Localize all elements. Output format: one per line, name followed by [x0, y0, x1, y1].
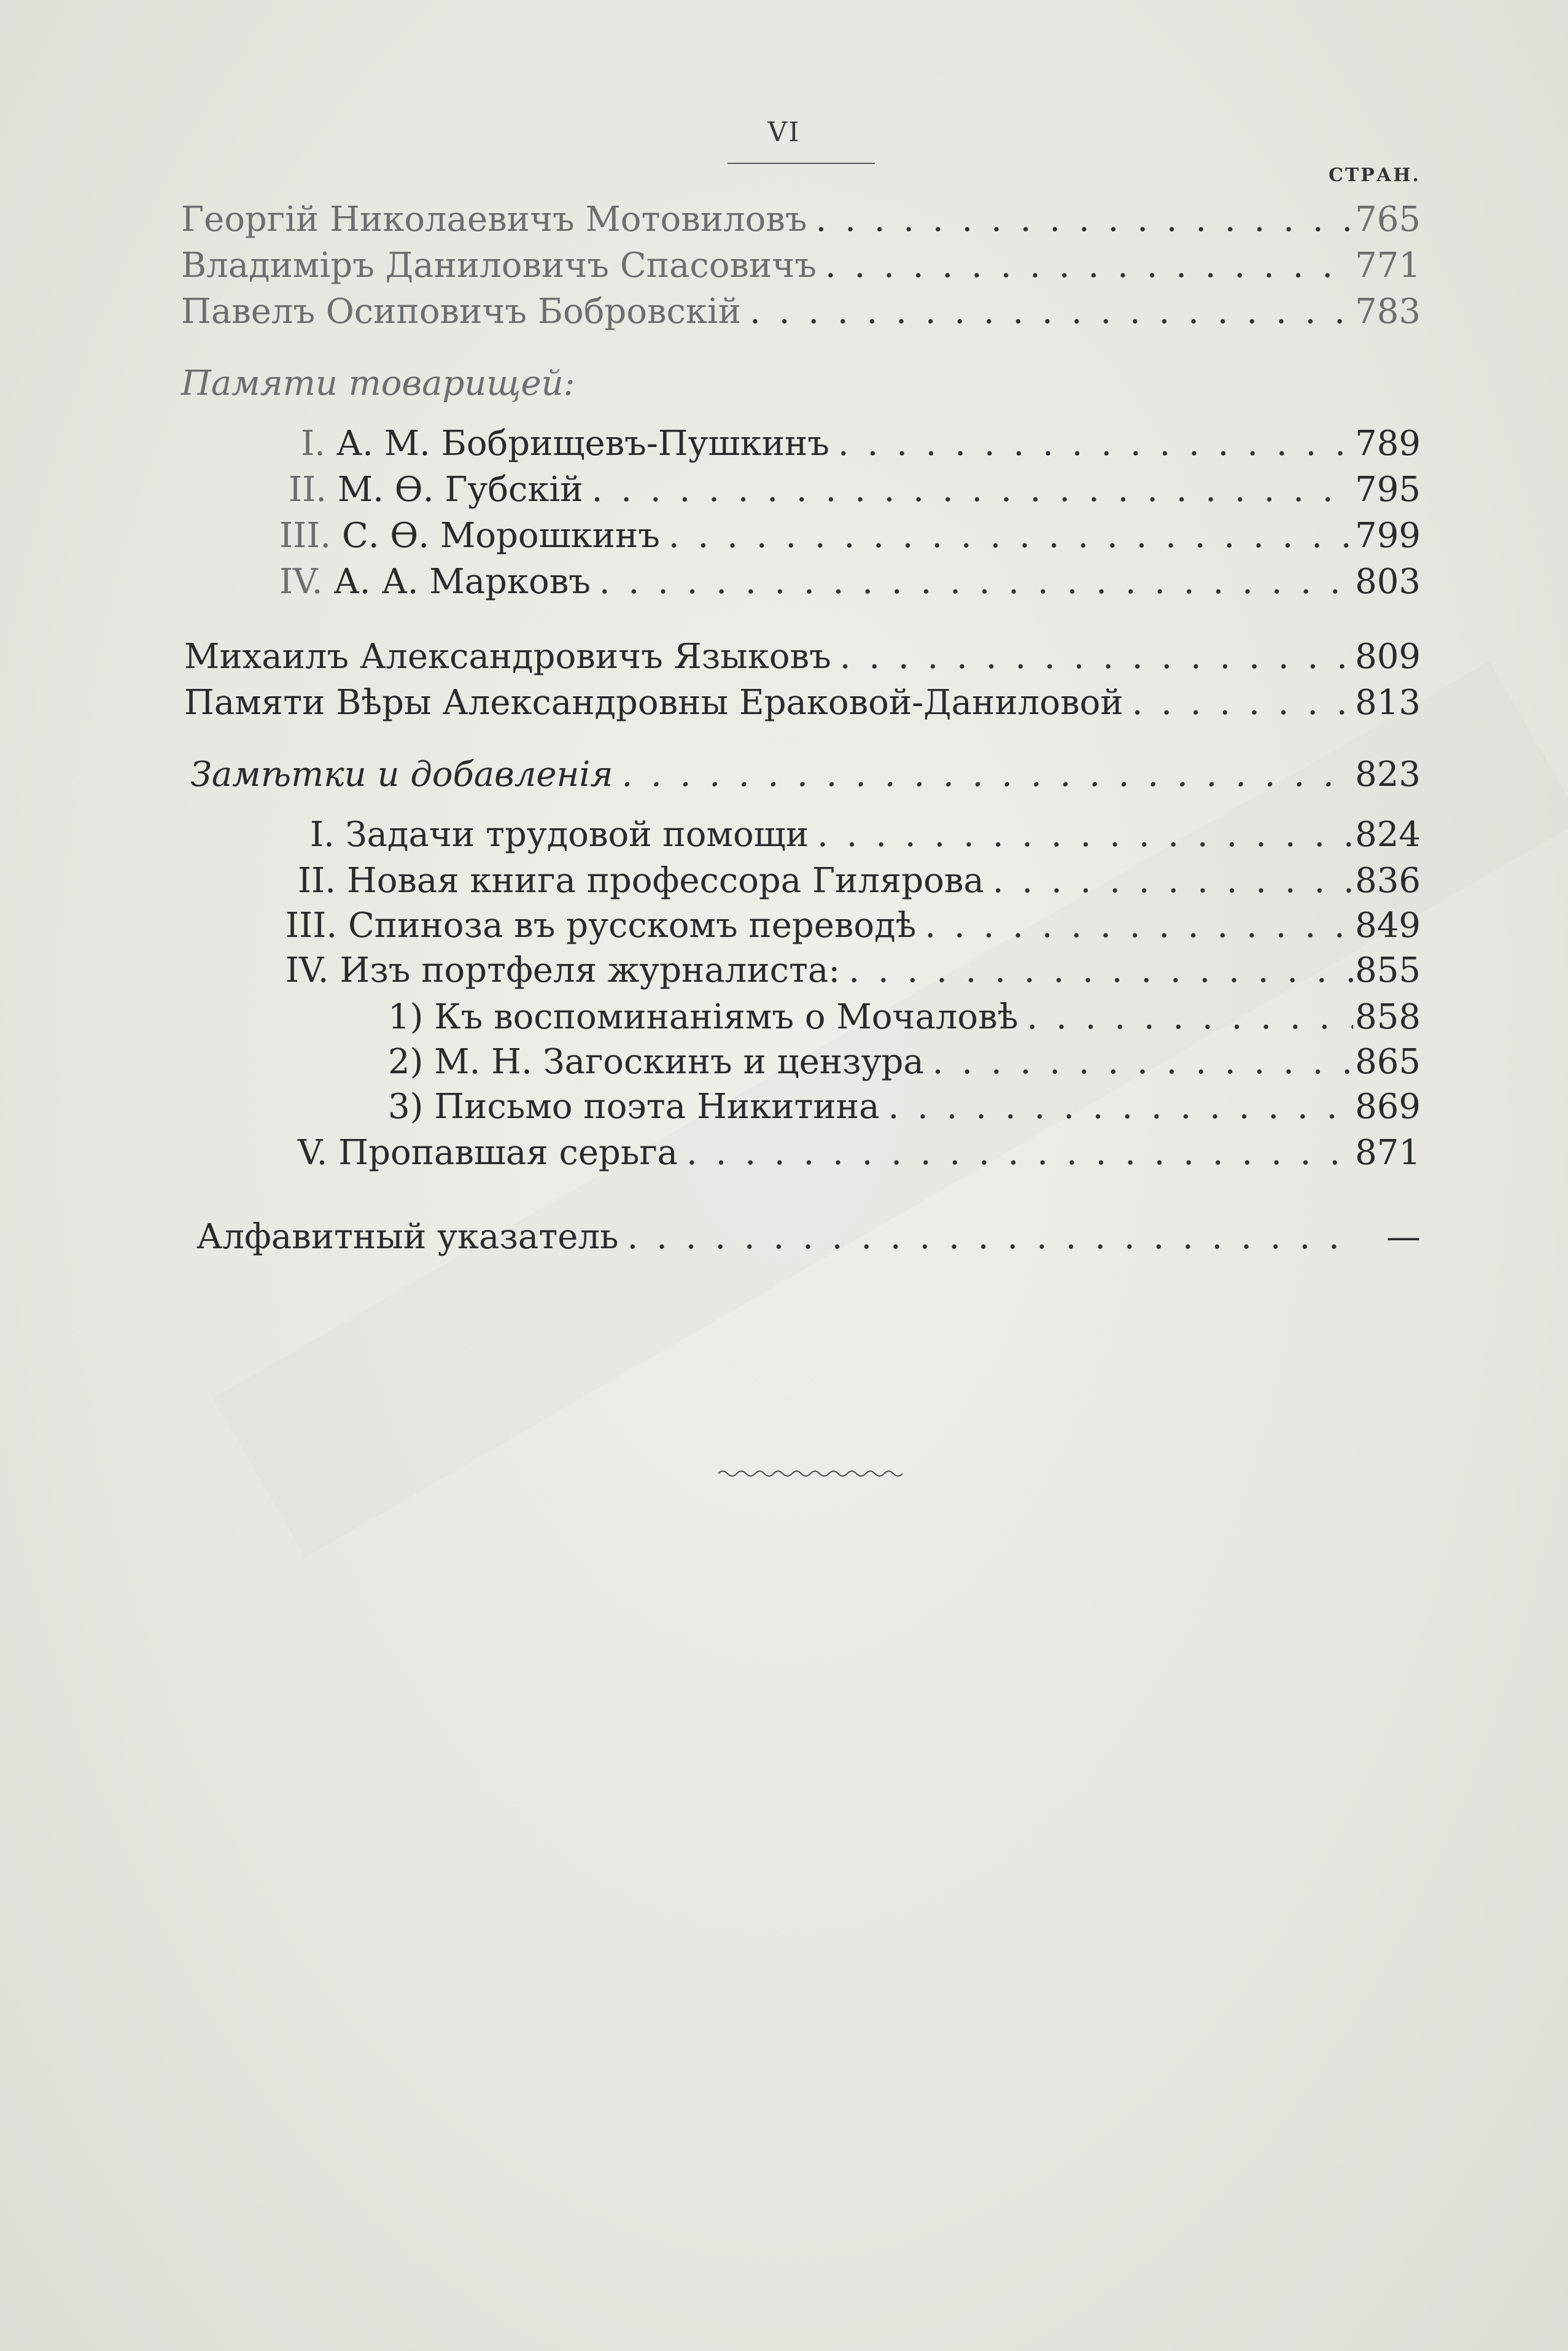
entry-page: 849	[1355, 906, 1421, 946]
entry-title: Георгій Николаевичъ Мотовиловъ	[181, 200, 807, 239]
toc-entry[interactable]	[196, 1213, 1421, 1262]
entry-title: М. Н. Загоскинъ и цензура	[434, 1042, 924, 1082]
entry-page: —	[1386, 1217, 1421, 1257]
entry-title: А. А. Марковъ	[333, 562, 591, 602]
dot-leader	[809, 810, 1353, 860]
dot-leader	[613, 750, 1353, 799]
entry-page: 771	[1355, 246, 1421, 286]
memorial-heading: Памяти товарищей:	[181, 363, 575, 403]
entry-page: 871	[1355, 1133, 1421, 1173]
entry-title: Михаилъ Александровичъ Языковъ	[184, 637, 831, 677]
entry-numeral: 1)	[388, 997, 424, 1037]
toc-entry[interactable]	[388, 993, 1421, 1042]
entry-title: Изъ портфеля журналиста:	[340, 950, 840, 990]
dot-leader	[1018, 993, 1353, 1042]
entry-title: Владиміръ Даниловичъ Спасовичъ	[181, 246, 817, 286]
toc-entry[interactable]	[181, 241, 1421, 290]
entry-page: 789	[1355, 424, 1421, 464]
entry-title: М. Ѳ. Губскій	[337, 470, 583, 510]
toc-entry[interactable]	[184, 678, 1421, 728]
entry-title: А. М. Бобрищевъ-Пушкинъ	[336, 424, 829, 464]
toc-entry[interactable]	[301, 419, 1421, 468]
entry-numeral: I.	[310, 815, 335, 855]
section-heading	[181, 359, 1421, 408]
entry-numeral: IV.	[285, 950, 329, 990]
toc-entry[interactable]	[298, 1129, 1421, 1178]
dot-leader	[840, 946, 1353, 995]
entry-numeral: I.	[301, 424, 325, 464]
entry-numeral: V.	[298, 1133, 328, 1173]
entry-title: Письмо поэта Никитина	[434, 1087, 880, 1127]
entry-numeral: II.	[289, 470, 327, 510]
dot-leader	[741, 287, 1353, 336]
entry-page: 783	[1355, 292, 1421, 332]
dot-leader	[879, 1082, 1353, 1132]
entry-page: 765	[1355, 200, 1421, 239]
entry-page: 824	[1355, 815, 1421, 855]
entry-numeral: IV.	[279, 562, 323, 602]
entry-page: 795	[1355, 470, 1421, 510]
toc-entry[interactable]	[279, 511, 1421, 561]
dot-leader	[984, 857, 1353, 906]
entry-numeral: 2)	[388, 1042, 424, 1082]
toc-entry[interactable]	[310, 810, 1421, 860]
toc-entry[interactable]	[388, 1038, 1421, 1087]
dot-leader	[619, 1213, 1353, 1262]
dot-leader	[916, 901, 1353, 950]
toc-entry[interactable]	[279, 558, 1421, 607]
ornament-divider	[718, 1467, 902, 1480]
dot-leader	[924, 1038, 1353, 1087]
toc-entry[interactable]	[285, 946, 1421, 995]
entry-page: 803	[1355, 562, 1421, 602]
ornament-wave	[718, 1471, 902, 1476]
toc-entry[interactable]	[285, 901, 1421, 950]
entry-page: 865	[1355, 1042, 1421, 1082]
dot-leader	[591, 558, 1353, 607]
entry-title: Спиноза въ русскомъ переводѣ	[347, 906, 917, 946]
dot-leader	[583, 465, 1353, 515]
header-rule	[728, 163, 875, 164]
entry-title: Алфавитный указатель	[196, 1217, 619, 1257]
toc-entry[interactable]	[190, 750, 1421, 799]
entry-numeral: III.	[285, 906, 338, 946]
dot-leader	[831, 632, 1353, 682]
entry-numeral: 3)	[388, 1087, 424, 1127]
dot-leader	[807, 195, 1353, 244]
dot-leader	[1124, 678, 1353, 728]
entry-title: Памяти Вѣры Александровны Ераковой-Даниловой	[184, 683, 1124, 723]
entry-page: 855	[1355, 950, 1421, 990]
toc-entry[interactable]	[184, 632, 1421, 682]
entry-title: Пропавшая серьга	[338, 1133, 678, 1173]
page-column-header: СТРАН.	[1329, 165, 1421, 186]
entry-numeral: III.	[279, 516, 332, 556]
entry-page: 836	[1355, 861, 1421, 901]
entry-page: 869	[1355, 1087, 1421, 1127]
entry-title: Задачи трудовой помощи	[345, 815, 809, 855]
dot-leader	[678, 1129, 1353, 1178]
toc-entry[interactable]	[388, 1082, 1421, 1132]
entry-page: 823	[1355, 755, 1421, 795]
entry-page: 813	[1355, 683, 1421, 723]
entry-title: Новая книга профессора Гилярова	[346, 861, 984, 901]
page-number: VI	[767, 117, 801, 148]
entry-page: 858	[1355, 997, 1421, 1037]
entry-page: 809	[1355, 637, 1421, 677]
dot-leader	[660, 511, 1353, 561]
entry-page: 799	[1355, 516, 1421, 556]
entry-title: Къ воспоминаніямъ о Мочаловѣ	[434, 997, 1019, 1037]
toc-entry[interactable]	[181, 287, 1421, 336]
toc-entry[interactable]	[181, 195, 1421, 244]
entry-title: Павелъ Осиповичъ Бобровскій	[181, 292, 742, 332]
dot-leader	[829, 419, 1353, 468]
dot-leader	[817, 241, 1353, 290]
entry-numeral: II.	[298, 861, 336, 901]
entry-title: С. Ѳ. Морошкинъ	[341, 516, 660, 556]
toc-entry[interactable]	[298, 857, 1421, 906]
notes-heading: Замѣтки и добавленія	[190, 755, 613, 795]
toc-entry[interactable]	[289, 465, 1421, 515]
